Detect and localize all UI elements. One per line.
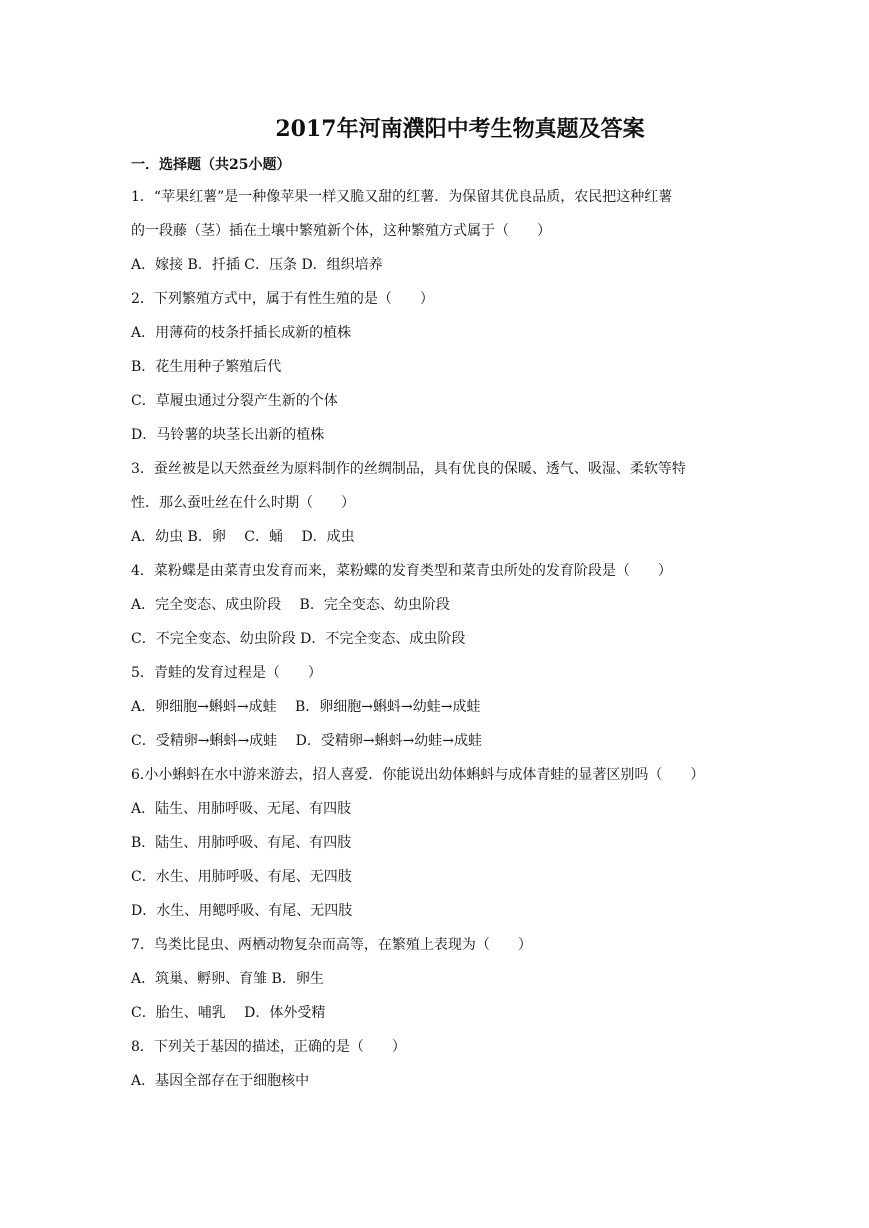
question-2-option-c: C．草履虫通过分裂产生新的个体 (131, 393, 338, 409)
question-2-option-b: B．花生用种子繁殖后代 (131, 359, 282, 375)
question-8-stem: 8．下列关于基因的描述，正确的是（ ） (131, 1039, 406, 1055)
question-3-line-2: 性．那么蚕吐丝在什么时期（ ） (131, 495, 355, 511)
question-7-options-cd: C．胎生、哺乳 D．体外受精 (131, 1005, 326, 1021)
question-6-option-d: D．水生、用鳃呼吸、有尾、无四肢 (131, 903, 353, 919)
question-5-options-cd: C．受精卵→蝌蚪→成蛙 D．受精卵→蝌蚪→幼蛙→成蛙 (131, 733, 483, 749)
question-2-option-d: D．马铃薯的块茎长出新的植株 (131, 427, 325, 443)
question-3-line-1: 3．蚕丝被是以天然蚕丝为原料制作的丝绸制品，具有优良的保暖、透气、吸湿、柔软等特 (131, 461, 686, 477)
question-4-options-cd: C．不完全变态、幼虫阶段 D．不完全变态、成虫阶段 (131, 631, 466, 647)
question-6-option-c: C．水生、用肺呼吸、有尾、无四肢 (131, 869, 352, 885)
question-1-options: A．嫁接 B．扦插 C．压条 D．组织培养 (131, 257, 383, 273)
question-7-stem: 7．鸟类比昆虫、两栖动物复杂而高等，在繁殖上表现为（ ） (131, 937, 532, 953)
question-1-line-2: 的一段藤（茎）插在土壤中繁殖新个体，这种繁殖方式属于（ ） (131, 223, 551, 239)
question-8-option-a: A．基因全部存在于细胞核中 (131, 1073, 310, 1089)
question-6-option-a: A．陆生、用肺呼吸、无尾、有四肢 (131, 801, 352, 817)
question-5-stem: 5．青蛙的发育过程是（ ） (131, 665, 322, 681)
document-title: 2017年河南濮阳中考生物真题及答案 (275, 116, 645, 142)
question-2-option-a: A．用薄荷的枝条扦插长成新的植株 (131, 325, 352, 341)
question-3-options: A．幼虫 B．卵 C．蛹 D．成虫 (131, 529, 355, 545)
question-4-options-ab: A．完全变态、成虫阶段 B．完全变态、幼虫阶段 (131, 597, 450, 613)
question-1-line-1: 1．“苹果红薯”是一种像苹果一样又脆又甜的红薯．为保留其优良品质，农民把这种红薯 (131, 189, 673, 205)
question-6-stem: 6.小小蝌蚪在水中游来游去，招人喜爱．你能说出幼体蝌蚪与成体青蛙的显著区别吗（ ） (131, 767, 705, 783)
question-7-options-ab: A．筑巢、孵卵、育雏 B．卵生 (131, 971, 324, 987)
question-2-stem: 2．下列繁殖方式中，属于有性生殖的是（ ） (131, 291, 434, 307)
question-4-stem: 4．菜粉蝶是由菜青虫发育而来，菜粉蝶的发育类型和菜青虫所处的发育阶段是（ ） (131, 563, 672, 579)
question-6-option-b: B．陆生、用肺呼吸、有尾、有四肢 (131, 835, 352, 851)
question-5-options-ab: A．卵细胞→蝌蚪→成蛙 B．卵细胞→蝌蚪→幼蛙→成蛙 (131, 699, 481, 715)
section-heading: 一．选择题（共25小题） (131, 157, 291, 173)
